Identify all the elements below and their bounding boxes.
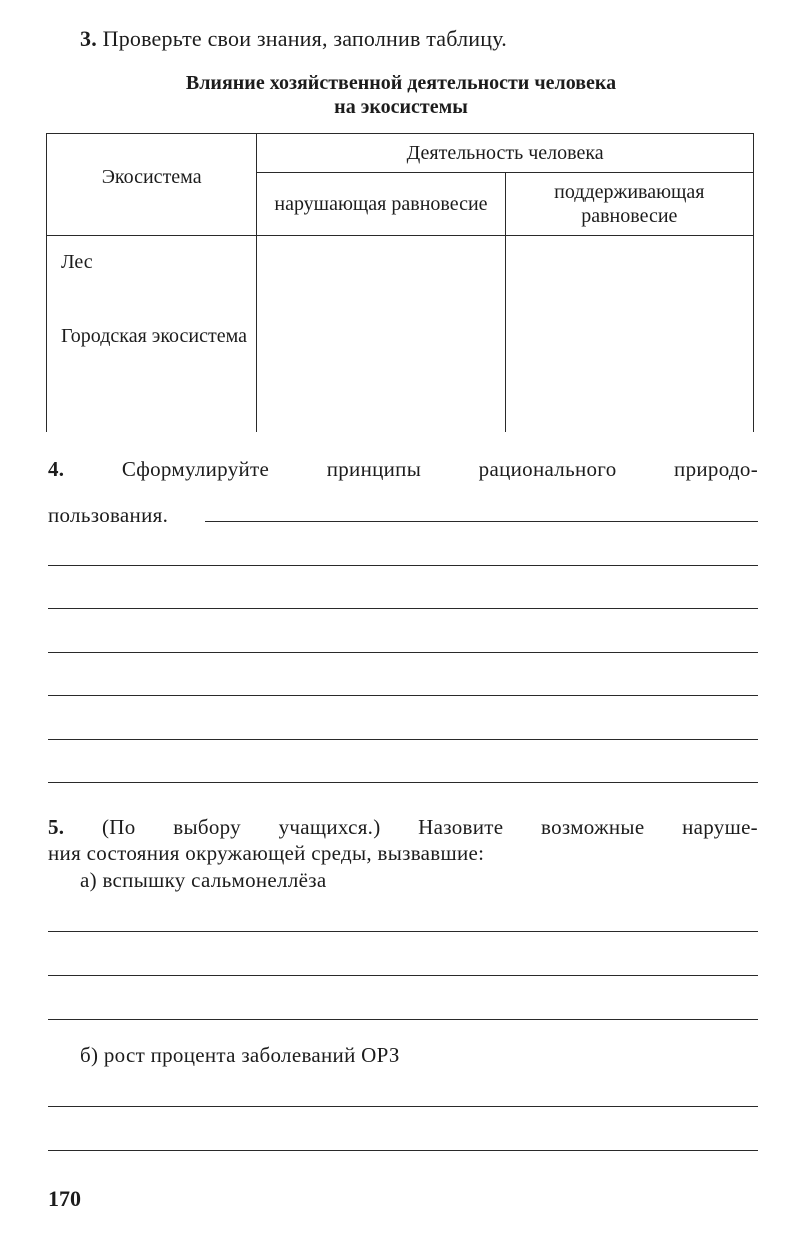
ecosystem-table (46, 133, 754, 432)
answer-line[interactable] (48, 931, 758, 932)
task-4-line-1 (48, 456, 758, 482)
table-title (0, 71, 802, 119)
header-ecosystem: Экосистема (47, 134, 257, 236)
answer-line[interactable] (48, 608, 758, 609)
ecosystem-column-cell (47, 236, 257, 433)
answer-line[interactable] (48, 975, 758, 976)
task-4-text: Сформулируйте принципы рационального природо- (121, 457, 758, 481)
answer-line[interactable] (48, 782, 758, 783)
answer-line[interactable] (48, 652, 758, 653)
task-3-text: Проверьте свои знания, заполнив таблицу. (102, 26, 507, 51)
task-5-item-b: б) рост процента заболеваний ОРЗ (80, 1043, 400, 1067)
task-5-text: (По выбору учащихся.) Назовите возможные наруше- (102, 815, 758, 839)
answer-cell-supporting[interactable] (505, 236, 753, 433)
row-label-forest: Лес (61, 251, 93, 273)
answer-line[interactable] (48, 565, 758, 566)
table-title-line-2: на экосистемы (334, 96, 468, 118)
answer-line[interactable] (48, 1150, 758, 1151)
task-4-number: 4. (48, 457, 65, 481)
header-supporting-balance: поддерживающая равновесие (505, 173, 753, 236)
row-label-urban-ecosystem: Городская экосистема (61, 325, 248, 347)
task-5-line-1 (48, 814, 758, 840)
task-3-heading (80, 26, 507, 52)
header-human-activity: Деятельность человека (257, 134, 754, 173)
task-5-item-a: а) вспышку сальмонеллёза (80, 868, 327, 892)
page-number: 170 (48, 1186, 81, 1211)
task-5-number: 5. (48, 815, 65, 839)
task-4-line-2: пользования. (48, 503, 169, 527)
answer-line[interactable] (48, 695, 758, 696)
answer-line[interactable] (48, 739, 758, 740)
task-5-line-2: ния состояния окружающей среды, вызвавшие: (48, 841, 485, 865)
table-title-line-1: Влияние хозяйственной деятельности человека (185, 72, 617, 94)
answer-cell-disrupting[interactable] (257, 236, 505, 433)
answer-line[interactable] (48, 1106, 758, 1107)
header-disrupting-balance: нарушающая равновесие (257, 173, 505, 236)
task-3-number: 3. (80, 26, 97, 51)
answer-line[interactable] (205, 521, 758, 522)
answer-line[interactable] (48, 1019, 758, 1020)
